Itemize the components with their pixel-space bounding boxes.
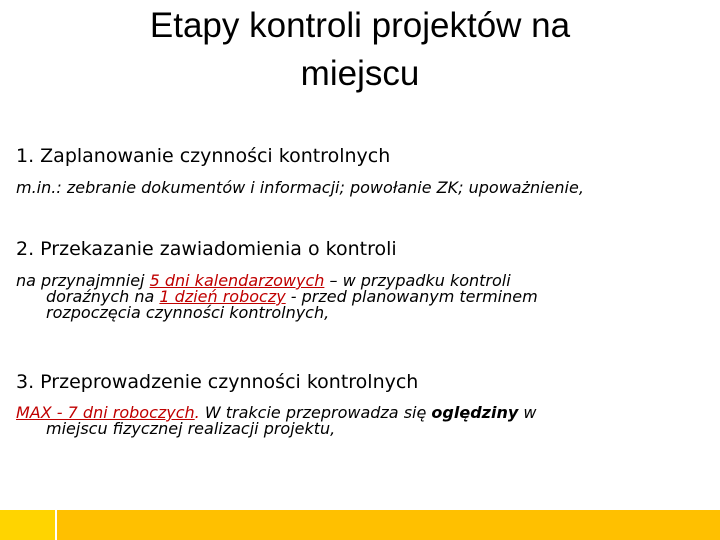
section-3-text-1: W trakcie przeprowadza się <box>199 403 432 422</box>
section-1-heading: 1. Zaplanowanie czynności kontrolnych <box>16 145 391 167</box>
section-2-heading: 2. Przekazanie zawiadomienia o kontroli <box>16 238 397 260</box>
section-2-text-3: doraźnych na <box>46 287 160 306</box>
section-3-text-2: w <box>518 403 537 422</box>
section-3-line-2: miejscu fizycznej realizacji projektu, <box>46 419 336 438</box>
section-2-red-workday: 1 dzień roboczy <box>159 287 286 306</box>
section-2-text-2: – w przypadku kontroli <box>324 271 511 290</box>
section-3-red-max: MAX - 7 dni roboczych <box>16 403 195 422</box>
title-line-1: Etapy kontroli projektów na <box>149 6 571 45</box>
footer-bar <box>57 510 720 540</box>
section-3-bold-inspection: oględziny <box>431 403 519 422</box>
footer-accent-block <box>0 510 55 540</box>
section-3-body <box>16 405 706 437</box>
section-2-red-days: 5 dni kalendarzowych <box>149 271 325 290</box>
section-2-text-4: - przed planowanym terminem <box>285 287 538 306</box>
section-2-line-3: rozpoczęcia czynności kontrolnych, <box>46 303 330 322</box>
section-2-body <box>16 273 706 321</box>
slide-title <box>0 2 720 98</box>
section-3-heading: 3. Przeprowadzenie czynności kontrolnych <box>16 371 419 393</box>
section-3-red-dot: . <box>194 403 200 422</box>
section-2-text-1: na przynajmniej <box>16 271 150 290</box>
title-line-2: miejscu <box>300 54 420 93</box>
section-1-body: m.in.: zebranie dokumentów i informacji; powołanie ZK; upoważnienie, <box>16 178 584 197</box>
